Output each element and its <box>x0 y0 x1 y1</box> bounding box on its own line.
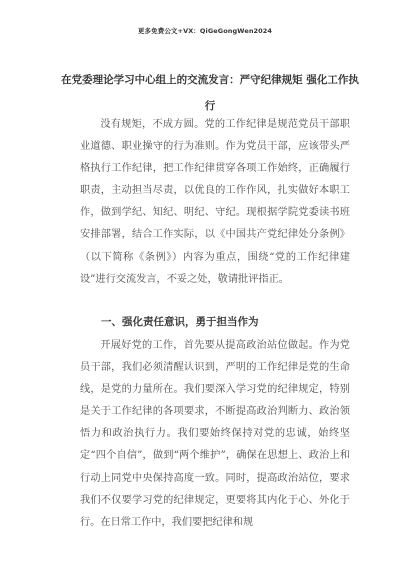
section-1-paragraph: 开展好党的工作，首先要从提高政治站位做起。作为党员干部，我们必须清醒认识到，严明的工作纪律是党的生命线，是党的力量所在。我们要深入学习党的纪律规定，特别是关于工作纪律的各项要求，不断提高政治判断力、政治领悟力和政治执行力。我们要始终保持对党的忠诚，始终坚定“四个自信”，做到“两个维护”，确保在思想上、政治上和行动上同党中央保持高度一致。同时，提高政治站位，要求我们不仅要学习党的纪律规定，更要将其内化于心、外化于行。在日常工作中，我们要把纪律和规 <box>80 340 350 528</box>
document-title: 在党委理论学习中心组上的交流发言：严守纪律规矩 强化工作执行 <box>61 74 359 112</box>
intro-paragraph: 没有规矩，不成方圆。党的工作纪律是规范党员干部职业道德、职业操守的行为准则。作为党员干部，应该带头严格执行工作纪律，把工作纪律贯穿各项工作始终，正确履行职责，主动担当尽责，以优良的工作作风，扎实做好本职工作，做到学纪、知纪、明纪、守纪。现根据学院党委读书班安排部署，结合工作实际，以《中国共产党纪律处分条例》（以下简称《条例》）内容为重点，围绕“党的工作纪律建设”进行交流发言，不妥之处，敬请批评指正。 <box>80 119 350 285</box>
header-note: 更多免费公文+VX：QiGeGongWen2024 <box>137 27 273 35</box>
section-heading-1: 一、强化责任意识，勇于担当作为 <box>101 316 259 328</box>
